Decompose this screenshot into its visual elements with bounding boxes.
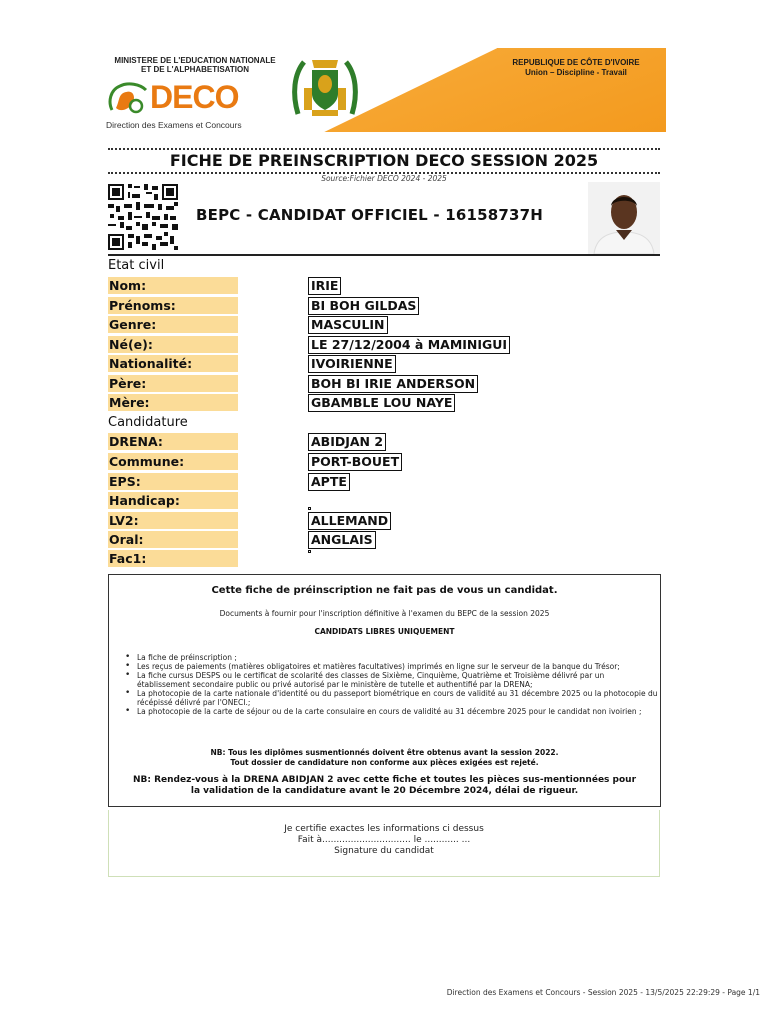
field-value-empty — [308, 507, 311, 510]
field-value: MASCULIN — [308, 316, 388, 334]
field-label: Père: — [108, 375, 238, 392]
certification-place-date: Fait à............................... le ............ ... — [297, 835, 471, 845]
signature-label: Signature du candidat — [334, 846, 434, 856]
field-value: GBAMBLE LOU NAYE — [308, 394, 455, 412]
field-row-nationalite — [108, 355, 668, 373]
field-row-prenoms — [108, 297, 668, 315]
field-row-oral — [108, 531, 668, 549]
list-item: • La photocopie de la carte de séjour ou de la carte consulaire en cours de validité au 31 décembre 2025 pour le candidat non ivoirien ; — [123, 707, 659, 716]
field-row-lv2 — [108, 512, 668, 530]
field-value: IRIE — [308, 277, 341, 295]
field-label: Commune: — [108, 453, 238, 470]
field-row-nom — [108, 277, 668, 295]
title-block — [108, 148, 660, 184]
field-value-empty — [308, 550, 311, 553]
notice-nb-line: NB: Rendez-vous à la DRENA ABIDJAN 2 avec cette fiche et toutes les pièces sus-mentionnées pour — [132, 775, 637, 785]
field-value: ALLEMAND — [308, 512, 391, 530]
field-label: Né(e): — [108, 336, 238, 353]
field-value: ANGLAIS — [308, 531, 376, 549]
section-heading-candidature: Candidature — [108, 415, 188, 430]
field-row-naissance — [108, 336, 668, 354]
field-label: EPS: — [108, 473, 238, 490]
field-label: Genre: — [108, 316, 238, 333]
candidate-photo-avatar — [588, 182, 660, 254]
field-value: ABIDJAN 2 — [308, 433, 386, 451]
field-label: Nationalité: — [108, 355, 238, 372]
field-label: Mère: — [108, 394, 238, 411]
field-row-pere — [108, 375, 668, 393]
field-label: Nom: — [108, 277, 238, 294]
field-value: LE 27/12/2004 à MAMINIGUI — [308, 336, 510, 354]
field-label: Oral: — [108, 531, 238, 548]
ministry-line-1: MINISTERE DE L'EDUCATION NATIONALE — [114, 56, 276, 65]
field-label: Fac1: — [108, 550, 238, 567]
notice-nb-line: Tout dossier de candidature non conforme aux pièces exigées est rejeté. — [230, 758, 539, 767]
republic-line-1: REPUBLIQUE DE CÔTE D'IVOIRE — [512, 58, 640, 67]
page-footer: Direction des Examens et Concours - Session 2025 - 13/5/2025 22:29:29 - Page 1/1 — [446, 988, 760, 997]
qr-code-icon — [108, 184, 178, 250]
field-row-handicap — [108, 492, 668, 510]
notice-documents: Documents à fournir pour l'inscription définitive à l'examen du BEPC de la session 2025 — [219, 609, 550, 618]
ministry-title — [110, 56, 280, 74]
notice-box — [108, 574, 661, 807]
field-label: LV2: — [108, 512, 238, 529]
deco-logo-subtitle: Direction des Examens et Concours — [106, 120, 242, 130]
notice-nb-line: la validation de la candidature avant le 20 Décembre 2024, délai de rigueur. — [190, 786, 579, 796]
coat-of-arms-icon — [290, 54, 360, 120]
notice-nb-diplomes — [109, 748, 660, 768]
republic-motto: Union – Discipline - Travail — [525, 68, 627, 77]
notice-heading: Cette fiche de préinscription ne fait pas de vous un candidat. — [211, 585, 558, 596]
deco-map-logo-icon — [106, 80, 152, 114]
notice-candidats-libres: CANDIDATS LIBRES UNIQUEMENT — [314, 627, 455, 636]
field-label: DRENA: — [108, 433, 238, 450]
page-title: FICHE DE PREINSCRIPTION DECO SESSION 2025 — [169, 151, 599, 170]
field-row-genre — [108, 316, 668, 334]
list-item: • La photocopie de la carte nationale d'identité ou du passeport biométrique en cours de validité au 31 décembre 2025 ou la photocopie du récépissé délivré par l'ONECI.; — [123, 689, 659, 707]
field-row-eps — [108, 473, 668, 491]
notice-nb-line: NB: Tous les diplômes susmentionnés doivent être obtenus avant la session 2022. — [210, 748, 559, 757]
deco-logo-word: DECO — [150, 79, 239, 115]
field-value: BOH BI IRIE ANDERSON — [308, 375, 478, 393]
field-label: Handicap: — [108, 492, 238, 509]
notice-nb-rendez-vous — [109, 775, 660, 797]
certification-box — [108, 810, 660, 877]
field-row-commune — [108, 453, 668, 471]
list-item: • La fiche de préinscription ; — [123, 653, 659, 662]
ministry-line-2: ET DE L'ALPHABETISATION — [141, 65, 249, 74]
candidate-line: BEPC - CANDIDAT OFFICIEL - 16158737H — [196, 206, 544, 224]
field-value: APTE — [308, 473, 350, 491]
list-item: • La fiche cursus DESPS ou le certificat de scolarité des classes de Sixième, Cinquième, Quatrième et Troisième délivré par un établissement secondaire public ou privé autorisé par le ministère de tutelle et authentifié par la DRENA; — [123, 671, 659, 689]
field-value: IVOIRIENNE — [308, 355, 396, 373]
document-header — [104, 48, 666, 132]
republic-title — [496, 58, 656, 78]
field-value: BI BOH GILDAS — [308, 297, 419, 315]
field-label: Prénoms: — [108, 297, 238, 314]
source-note: Source:Fichier DECO 2024 - 2025 — [321, 174, 447, 183]
required-documents-list — [123, 653, 659, 716]
list-item: • Les reçus de paiements (matières obligatoires et matières facultatives) imprimés en ligne sur le serveur de la banque du Trésor; — [123, 662, 659, 671]
field-row-drena — [108, 433, 668, 451]
section-heading-etat-civil: Etat civil — [108, 258, 165, 273]
field-row-fac1 — [108, 550, 668, 568]
field-row-mere — [108, 394, 668, 412]
field-value: PORT-BOUET — [308, 453, 402, 471]
certification-statement: Je certifie exactes les informations ci dessus — [284, 824, 484, 834]
candidate-divider — [108, 254, 660, 256]
